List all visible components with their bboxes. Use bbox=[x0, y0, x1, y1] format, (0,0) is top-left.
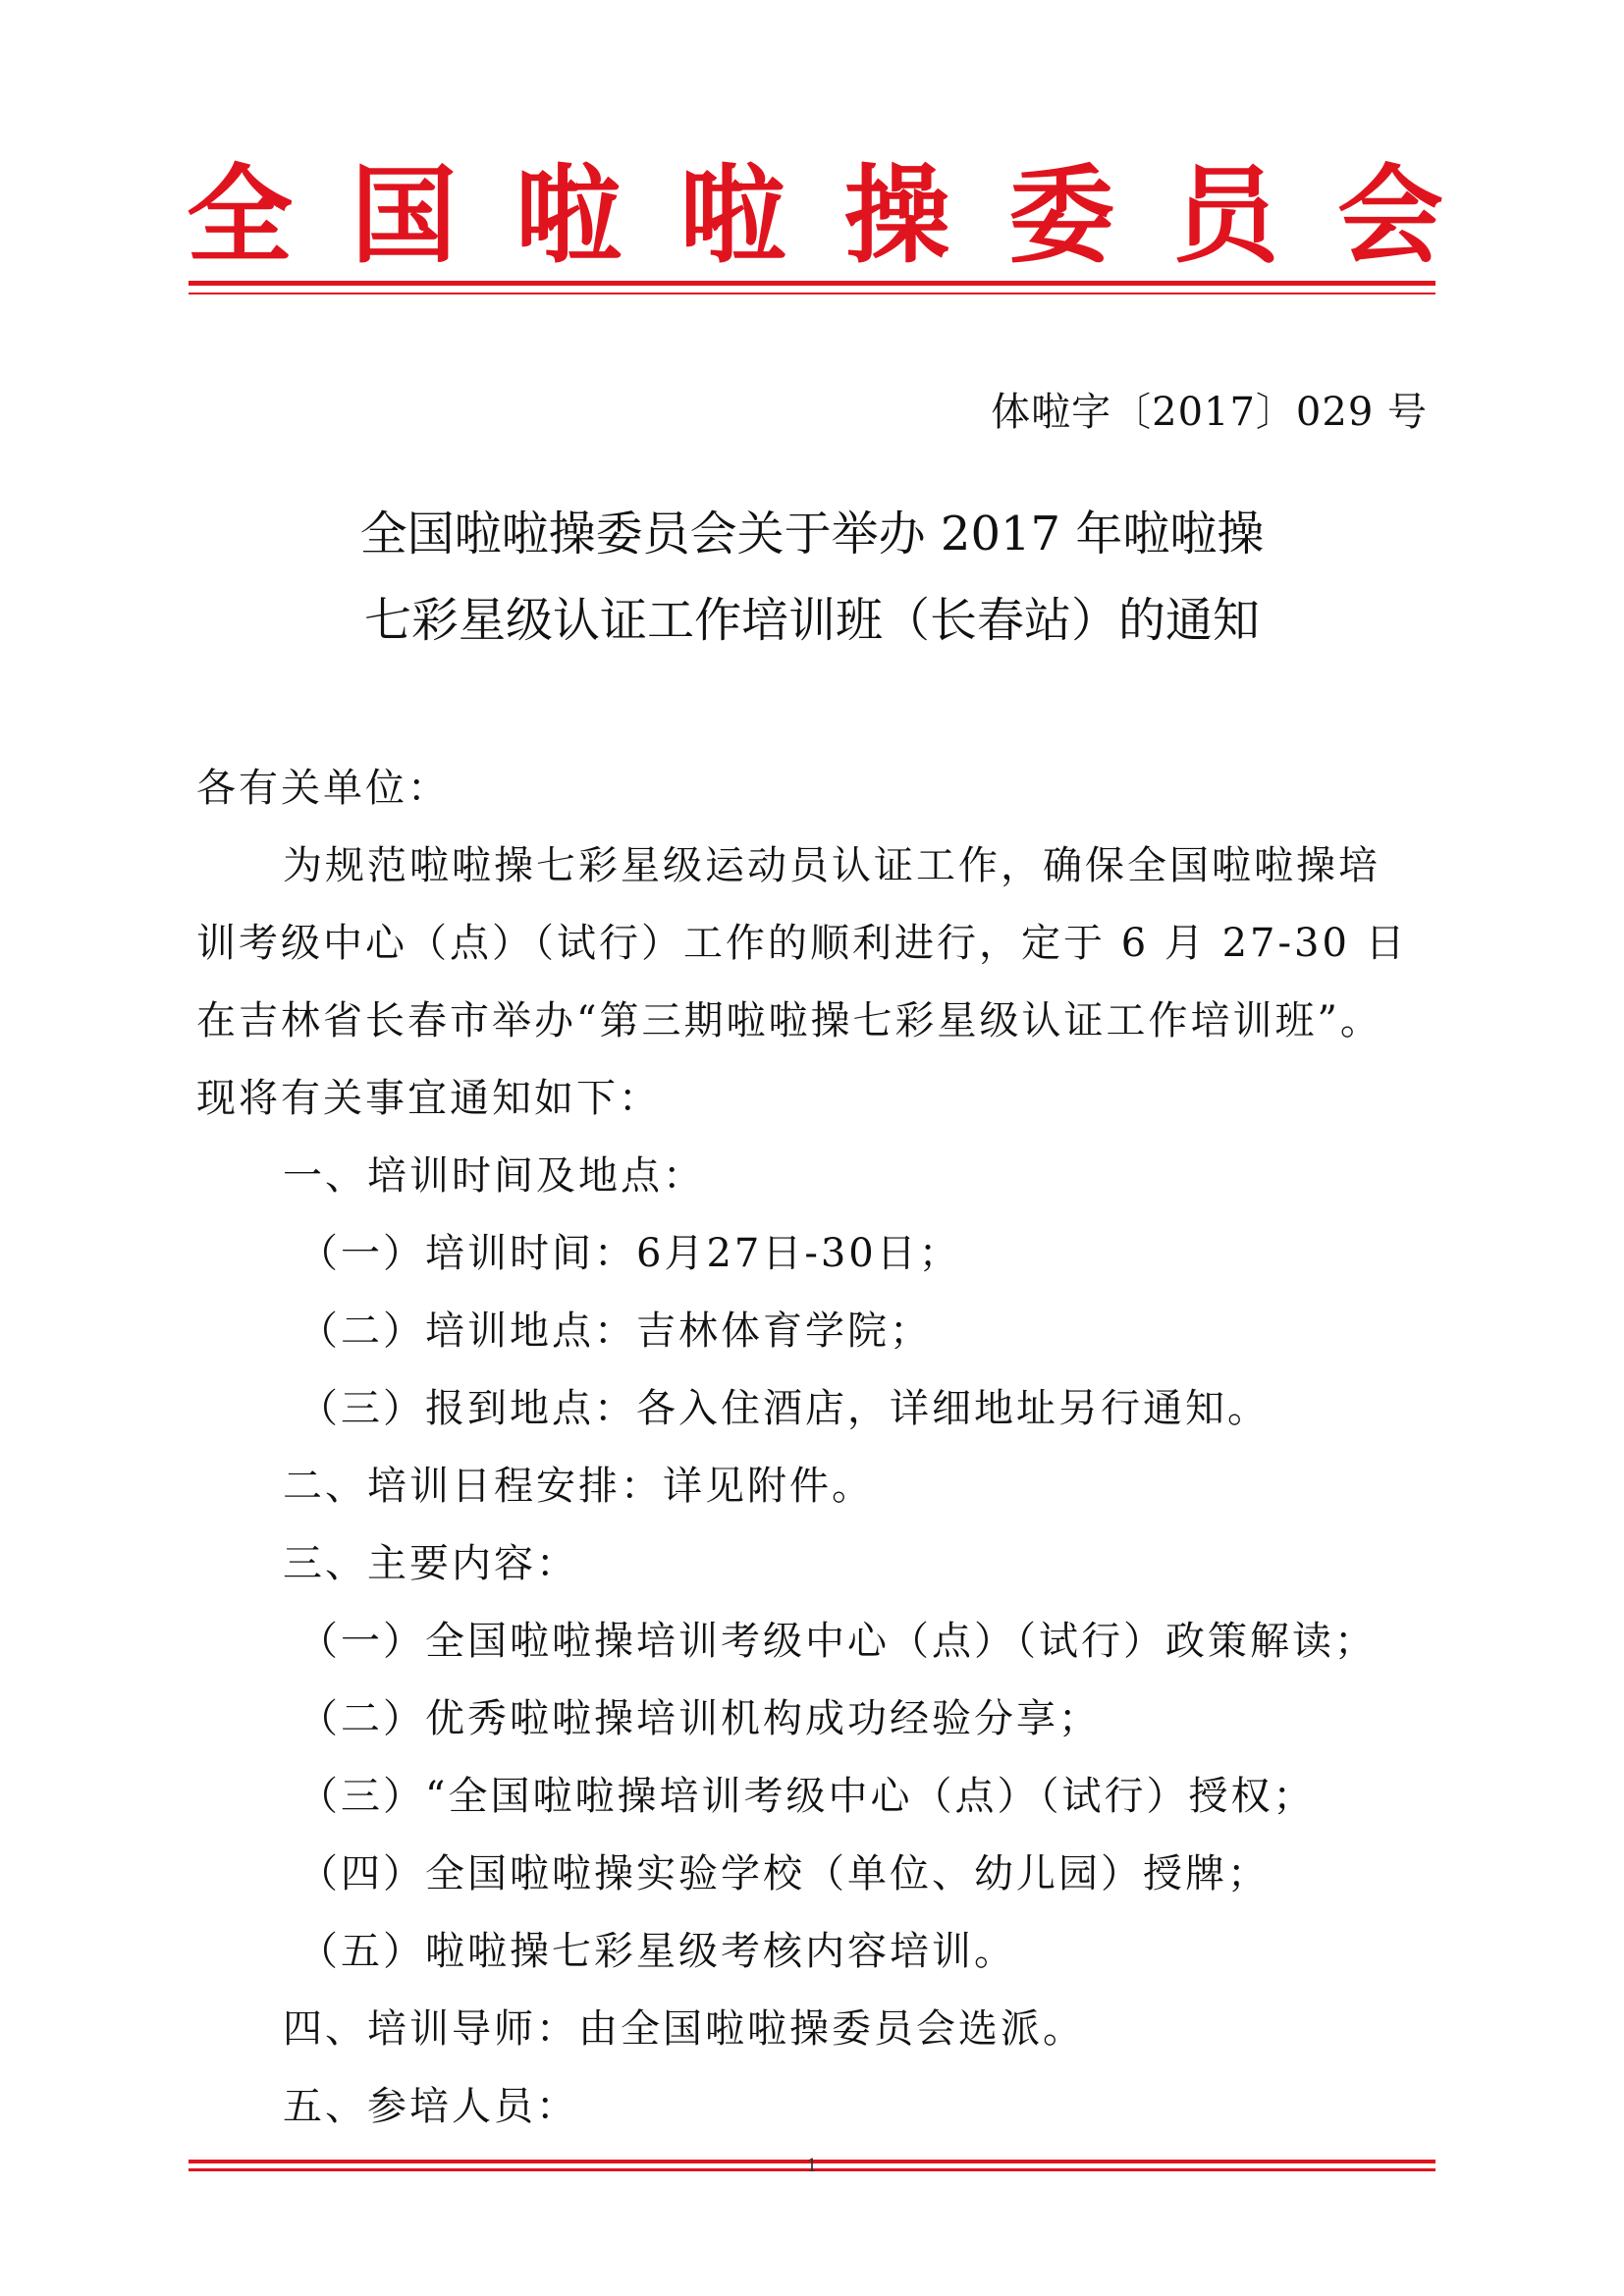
letterhead-char: 啦 bbox=[514, 154, 622, 278]
body-line: 五、参培人员： bbox=[283, 2084, 578, 2129]
body-line: 训考级中心（点）（试行）工作的顺利进行，定于 6 月 27-30 日 bbox=[196, 921, 1408, 966]
letterhead-divider-thin bbox=[189, 293, 1435, 294]
letterhead-char: 全 bbox=[187, 154, 294, 278]
body-line: 各有关单位： bbox=[196, 766, 450, 811]
body-line: （二）培训地点：吉林体育学院； bbox=[298, 1308, 932, 1354]
body-line: （三）报到地点：各入住酒店，详细地址另行通知。 bbox=[298, 1386, 1270, 1431]
letterhead-char: 委 bbox=[1008, 154, 1115, 278]
body-line: （一）培训时间：6月27日-30日； bbox=[298, 1231, 961, 1276]
document-title-line-2: 七彩星级认证工作培训班（长春站）的通知 bbox=[363, 593, 1260, 648]
body-line: 二、培训日程安排：详见附件。 bbox=[283, 1464, 874, 1509]
document-number: 体啦字〔2017〕029 号 bbox=[991, 390, 1428, 435]
body-line: 现将有关事宜通知如下： bbox=[196, 1076, 661, 1121]
letterhead-char: 员 bbox=[1172, 154, 1279, 278]
body-line: 在吉林省长春市举办“第三期啦啦操七彩星级认证工作培训班”。 bbox=[196, 998, 1382, 1043]
letterhead-char: 会 bbox=[1336, 154, 1443, 278]
body-line: （一）全国啦啦操培训考级中心（点）（试行）政策解读； bbox=[298, 1619, 1377, 1664]
letterhead-char: 啦 bbox=[679, 154, 786, 278]
letterhead-char: 操 bbox=[843, 154, 950, 278]
body-line: （三）“全国啦啦操培训考级中心（点）（试行）授权； bbox=[298, 1774, 1316, 1819]
body-line: 四、培训导师：由全国啦啦操委员会选派。 bbox=[283, 2006, 1085, 2052]
body-line: 一、培训时间及地点： bbox=[283, 1153, 705, 1199]
body-line: （五）啦啦操七彩星级考核内容培训。 bbox=[298, 1929, 1016, 1974]
body-line: （二）优秀啦啦操培训机构成功经验分享； bbox=[298, 1696, 1101, 1741]
document-body bbox=[196, 764, 1435, 2160]
document-title-line-1: 全国啦啦操委员会关于举办 2017 年啦啦操 bbox=[359, 507, 1265, 561]
letterhead-org-name bbox=[187, 147, 1443, 285]
body-line: 为规范啦啦操七彩星级运动员认证工作，确保全国啦啦操培 bbox=[283, 843, 1380, 888]
letterhead-char: 国 bbox=[351, 154, 458, 278]
body-line: 三、主要内容： bbox=[283, 1541, 578, 1586]
letterhead-divider-thick bbox=[189, 281, 1435, 286]
body-line: （四）全国啦啦操实验学校（单位、幼儿园）授牌； bbox=[298, 1851, 1270, 1896]
page-number: 1 bbox=[806, 2156, 818, 2176]
